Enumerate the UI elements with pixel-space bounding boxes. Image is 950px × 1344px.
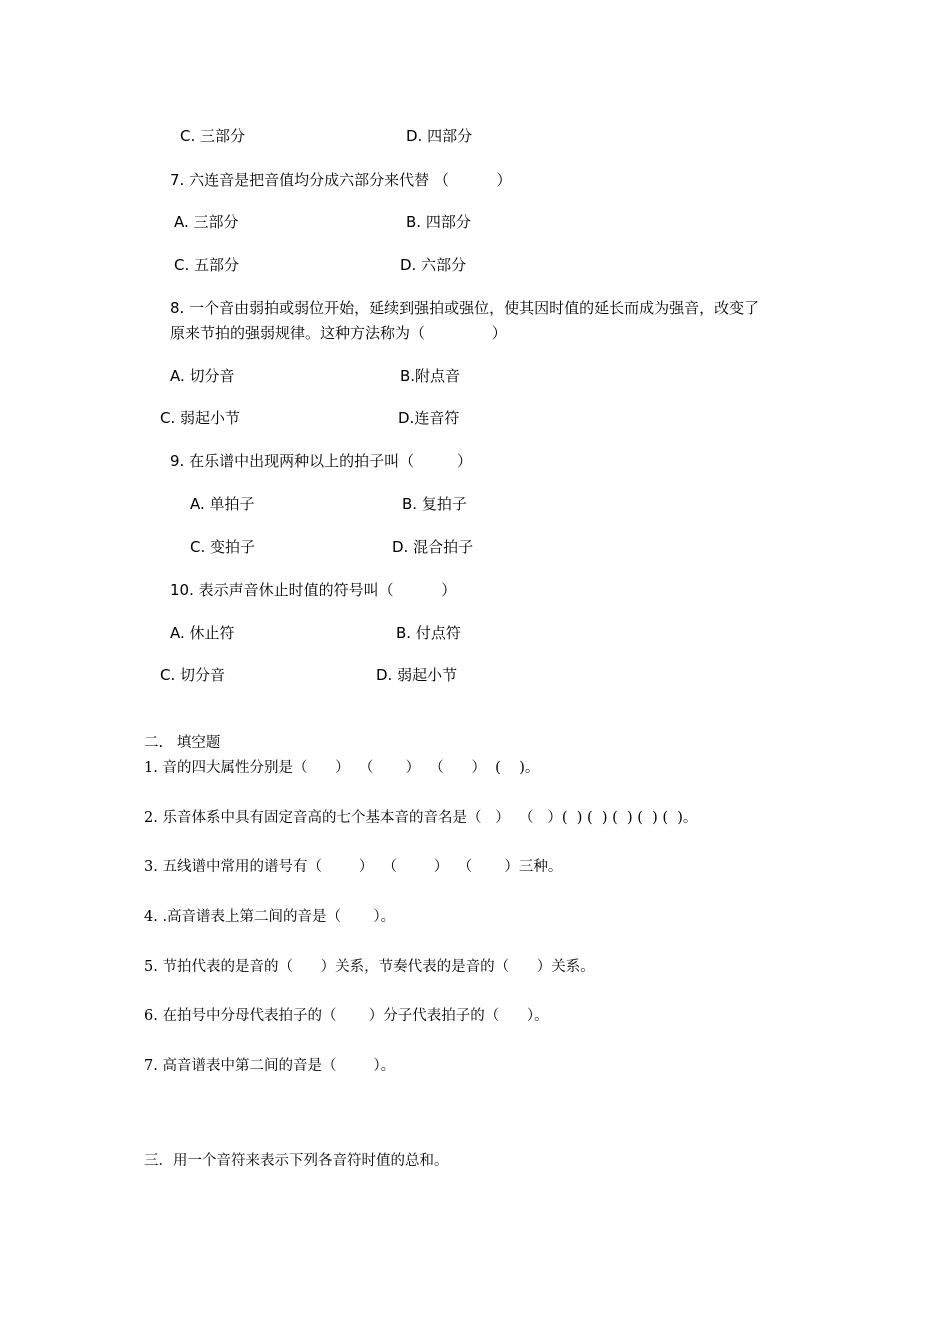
q7-option-b: B. 四部分 xyxy=(406,213,471,231)
q7-option-c: C. 五部分 xyxy=(174,256,240,274)
q10-option-d: D. 弱起小节 xyxy=(376,666,458,684)
fill-q2: 2. 乐音体系中具有固定音高的七个基本音的音名是（ ） （ ）( ) ( ) ( ) ( ) ( )。 xyxy=(144,810,698,826)
q9-option-c: C. 变拍子 xyxy=(190,538,256,556)
q8-option-b: B.附点音 xyxy=(400,367,461,385)
q7-stem: 7. 六连音是把音值均分成六部分来代替 （ ） xyxy=(170,171,512,189)
q9-option-a: A. 单拍子 xyxy=(190,495,255,513)
section-2-heading: 二. 填空题 xyxy=(144,735,221,751)
q9-option-b: B. 复拍子 xyxy=(402,495,467,513)
q8-option-a: A. 切分音 xyxy=(170,367,235,385)
q7-option-a: A. 三部分 xyxy=(174,213,239,231)
q10-option-a: A. 休止符 xyxy=(170,624,235,642)
q6-option-c: C. 三部分 xyxy=(180,127,246,145)
fill-q6: 6. 在拍号中分母代表拍子的（ ）分子代表拍子的（ ）。 xyxy=(144,1008,549,1024)
section-3-heading: 三．用一个音符来表示下列各音符时值的总和。 xyxy=(144,1153,449,1169)
q10-option-b: B. 付点符 xyxy=(396,624,461,642)
fill-q7: 7. 高音谱表中第二间的音是（ ）。 xyxy=(144,1058,396,1074)
fill-q3: 3. 五线谱中常用的谱号有（ ） （ ） （ ）三种。 xyxy=(144,859,563,875)
fill-q4: 4. .高音谱表上第二间的音是（ ）。 xyxy=(144,909,396,925)
q8-stem-line2: 原来节拍的强弱规律。这种方法称为（ ） xyxy=(170,324,507,342)
q9-option-d: D. 混合拍子 xyxy=(392,538,474,556)
fill-q5: 5. 节拍代表的是音的（ ）关系，节奏代表的是音的（ ）关系。 xyxy=(144,959,595,975)
q10-option-c: C. 切分音 xyxy=(160,666,226,684)
q10-stem: 10. 表示声音休止时值的符号叫（ ） xyxy=(170,581,457,599)
q9-stem: 9. 在乐谱中出现两种以上的拍子叫（ ） xyxy=(170,452,472,470)
fill-q1: 1. 音的四大属性分别是（ ） （ ） （ ） ( )。 xyxy=(144,760,540,776)
q6-option-d: D. 四部分 xyxy=(406,127,473,145)
q7-option-d: D. 六部分 xyxy=(400,256,467,274)
q8-option-c: C. 弱起小节 xyxy=(160,409,241,427)
q8-stem-line1: 8. 一个音由弱拍或弱位开始，延续到强拍或强位，使其因时值的延长而成为强音，改变了 xyxy=(170,299,760,317)
q8-option-d: D.连音符 xyxy=(398,409,460,427)
